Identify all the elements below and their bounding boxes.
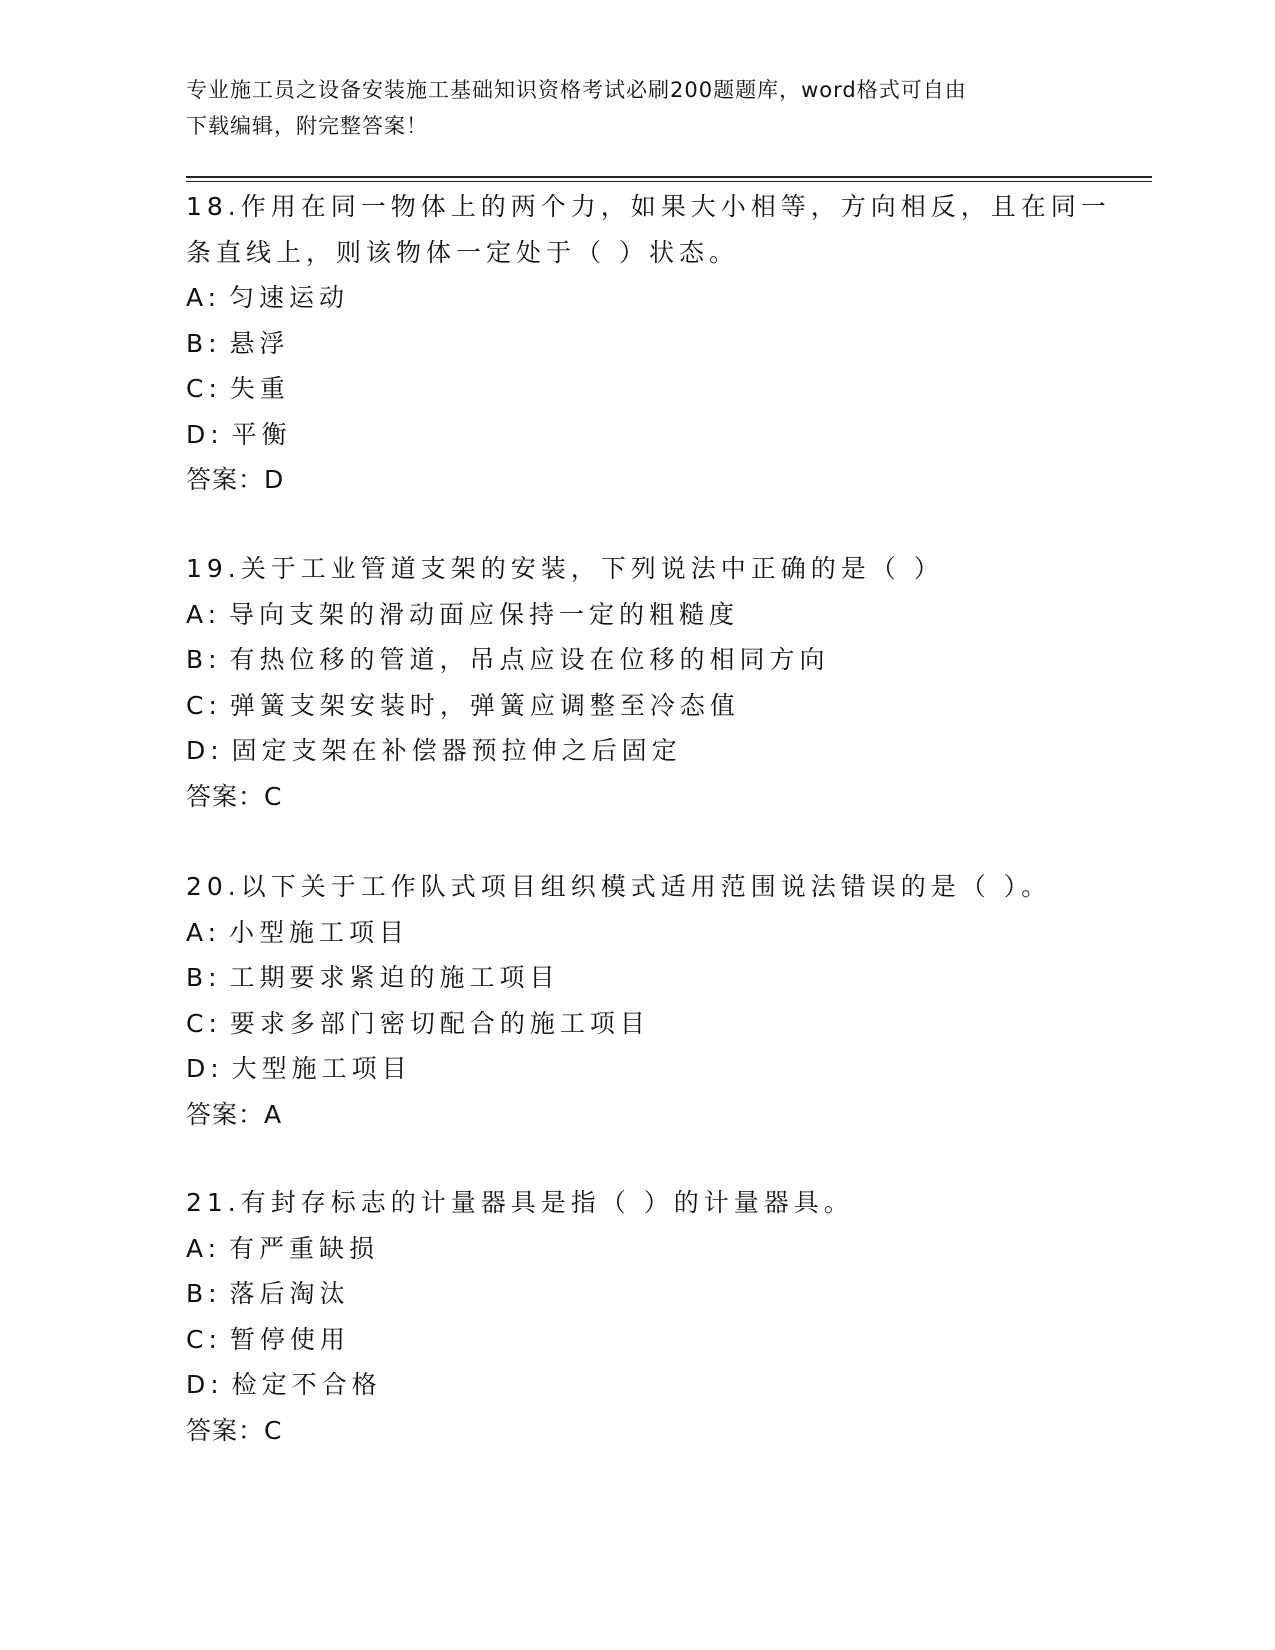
question-stem: 20.以下关于工作队式项目组织模式适用范围说法错误的是（ ）。 <box>186 872 1052 901</box>
question-20 <box>186 864 1086 1137</box>
question-21 <box>186 1180 1086 1453</box>
option-text: 检定不合格 <box>231 1370 382 1399</box>
option-text: 平衡 <box>231 419 292 449</box>
option-d <box>186 412 1086 458</box>
option-text: 失重 <box>229 374 290 403</box>
option-text: 要求多部门密切配合的施工项目 <box>229 1008 650 1038</box>
header-divider-thin <box>186 181 1152 182</box>
option-key: B: <box>186 645 222 674</box>
option-b <box>186 955 1086 1001</box>
option-text: 小型施工项目 <box>229 917 410 947</box>
option-d <box>186 1046 1086 1092</box>
option-text: 固定支架在补偿器预拉伸之后固定 <box>231 736 682 765</box>
option-a <box>186 910 1086 956</box>
question-stem: 18.作用在同一物体上的两个力，如果大小相等，方向相反，且在同一 <box>186 192 1111 221</box>
question-19 <box>186 546 1086 819</box>
option-text: 暂停使用 <box>229 1324 350 1354</box>
question-stem-continued: 条直线上，则该物体一定处于（ ）状态。 <box>186 237 739 267</box>
option-key: A: <box>186 1233 222 1263</box>
option-d <box>186 1362 1086 1408</box>
header-line-2: 下载编辑，附完整答案！ <box>186 114 428 138</box>
option-text: 悬浮 <box>229 328 290 358</box>
option-key: D: <box>186 736 224 765</box>
answer: 答案：C <box>186 781 283 811</box>
option-a <box>186 592 1086 638</box>
option-b <box>186 1271 1086 1317</box>
option-key: D: <box>186 1054 224 1083</box>
option-c <box>186 366 1086 412</box>
option-key: B: <box>186 963 222 992</box>
option-key: B: <box>186 1279 222 1308</box>
option-key: D: <box>186 419 224 449</box>
question-18 <box>186 184 1111 503</box>
option-key: C: <box>186 690 222 720</box>
answer: 答案：A <box>186 1099 283 1129</box>
option-c <box>186 1001 1086 1047</box>
question-stem: 19.关于工业管道支架的安装，下列说法中正确的是（ ） <box>186 554 944 583</box>
option-text: 有热位移的管道，吊点应设在位移的相同方向 <box>229 645 830 674</box>
option-c <box>186 1317 1086 1363</box>
option-key: C: <box>186 1008 222 1038</box>
option-b <box>186 321 1086 367</box>
option-text: 落后淘汰 <box>229 1279 350 1308</box>
option-key: C: <box>186 374 222 403</box>
option-d <box>186 728 1086 774</box>
question-stem: 21.有封存标志的计量器具是指（ ）的计量器具。 <box>186 1188 854 1217</box>
option-b <box>186 637 1086 683</box>
option-key: B: <box>186 328 222 358</box>
option-key: A: <box>186 283 222 312</box>
option-text: 工期要求紧迫的施工项目 <box>229 963 560 992</box>
answer: 答案：D <box>186 465 285 494</box>
header-line-1: 专业施工员之设备安装施工基础知识资格考试必刷200题题库，word格式可自由 <box>186 78 967 102</box>
option-text: 大型施工项目 <box>231 1054 412 1083</box>
option-key: A: <box>186 917 222 947</box>
option-text: 有严重缺损 <box>229 1233 380 1263</box>
option-text: 匀速运动 <box>229 283 350 312</box>
document-header <box>186 72 1086 144</box>
option-key: C: <box>186 1324 222 1354</box>
answer: 答案：C <box>186 1415 283 1445</box>
option-key: D: <box>186 1370 224 1399</box>
option-text: 导向支架的滑动面应保持一定的粗糙度 <box>229 599 740 629</box>
header-divider-thick <box>186 176 1152 178</box>
option-text: 弹簧支架安装时，弹簧应调整至冷态值 <box>229 690 740 720</box>
option-c <box>186 683 1086 729</box>
option-a <box>186 275 1086 321</box>
option-key: A: <box>186 599 222 629</box>
option-a <box>186 1226 1086 1272</box>
